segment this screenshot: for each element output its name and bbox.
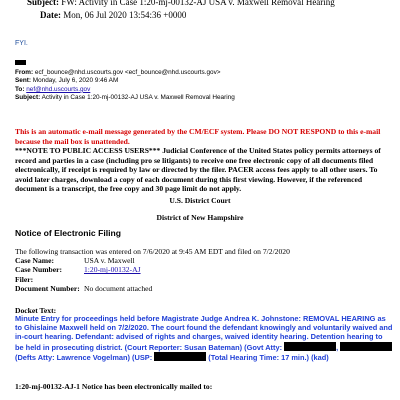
forward-sent-line	[15, 77, 395, 85]
forward-to-link[interactable]: nef@nhd.uscourts.gov	[26, 85, 91, 93]
auto-notice: This is an automatic e-mail message generated by the CM/ECF system. Please DO NOT RESPOND to this e-mail because the mail box is unattended.	[15, 127, 381, 146]
email-subject-label: Subject:	[27, 0, 59, 7]
document-number-value: No document attached	[84, 284, 153, 294]
forward-sent-value: Monday, July 6, 2020 9:46 AM	[32, 77, 119, 85]
filer-label: Filer:	[15, 274, 34, 284]
docket-text-part-2: ,	[336, 342, 341, 352]
case-name-row	[15, 256, 152, 265]
forward-from-line	[15, 69, 395, 77]
email-date-line	[40, 10, 186, 21]
redacted-block	[284, 342, 336, 351]
docket-text-body	[15, 314, 393, 362]
email-date-label: Date:	[40, 10, 61, 20]
email-date-value: Mon, 06 Jul 2020 13:54:36 +0000	[63, 10, 187, 20]
transaction-line: The following transaction was entered on 7/6/2020 at 9:45 AM EDT and filed on 7/2/2020	[15, 247, 290, 256]
docket-text-label: Docket Text:	[15, 306, 57, 315]
redacted-block	[340, 342, 392, 351]
filer-row	[15, 275, 152, 284]
court-name: U.S. District Court	[169, 196, 231, 205]
case-number-label: Case Number:	[15, 265, 63, 275]
forward-to-line	[15, 86, 395, 94]
forward-from-label: From:	[15, 69, 34, 76]
redacted-block	[154, 352, 206, 361]
forward-sent-label: Sent:	[15, 77, 31, 85]
email-subject-line	[27, 0, 335, 8]
docket-text-part-4: (Total Hearing Time: 17 min.) (kad)	[206, 352, 329, 362]
forward-subject-line	[15, 94, 395, 102]
mailed-notice: 1:20-mj-00132-AJ-1 Notice has been electronically mailed to:	[15, 382, 213, 391]
redacted-block	[15, 60, 26, 65]
case-name-label: Case Name:	[15, 256, 55, 265]
docket-text-part-1: Minute Entry for proceedings held before Magistrate Judge Andrea K. Johnstone: REMOVAL HEARING as to Ghislaine Maxwell held on 7/2/2020. The court found the defendant knowingly and voluntarily waived and in-court hearing. Defendant: advised of rights and charges, waived identity hearing. Detention hearing to be held in prosecuting district. (Court Reporter: Susan Bateman) (Govt Atty:	[15, 314, 393, 352]
filer-value	[84, 275, 152, 284]
nef-title: Notice of Electronic Filing	[15, 228, 121, 238]
forwarded-header	[15, 69, 395, 103]
case-name-value: USA v. Maxwell	[84, 256, 135, 265]
docket-text-part-3: (Defts Atty: Lawrence Vogelman) (USP:	[15, 352, 155, 362]
forward-from-value: ecf_bounce@nhd.uscourts.gov <ecf_bounce@nhd.uscourts.gov>	[34, 69, 221, 76]
case-info-table	[15, 256, 152, 294]
district-name: District of New Hampshire	[156, 213, 244, 222]
case-number-link[interactable]: 1:20-mj-00132-AJ	[84, 265, 141, 275]
document-number-row	[15, 284, 152, 293]
fyi-text: FYI.	[15, 40, 28, 47]
forward-subject-value: Activity in Case 1:20-mj-00132-AJ USA v. Maxwell Removal Hearing	[41, 94, 235, 102]
email-subject-value: FW: Activity in Case 1:20-mj-00132-AJ USA v. Maxwell Removal Hearing	[61, 0, 335, 7]
document-number-label: Document Number:	[15, 284, 80, 294]
forward-subject-label: Subject:	[15, 94, 41, 102]
case-number-row	[15, 265, 152, 274]
forward-to-label: To:	[15, 85, 25, 93]
public-access-notice: ***NOTE TO PUBLIC ACCESS USERS*** Judicial Conference of the United States policy permits attorneys of record and parties in a case (including pro se litigants) to receive one free electronic copy of all documents filed electronically, if receipt is required by law or directed by the filer. PACER access fees apply to all other users. To avoid later charges, download a copy of each document during this first viewing. However, if the referenced document is a transcript, the free copy and 30 page limit do not apply.	[15, 146, 381, 194]
